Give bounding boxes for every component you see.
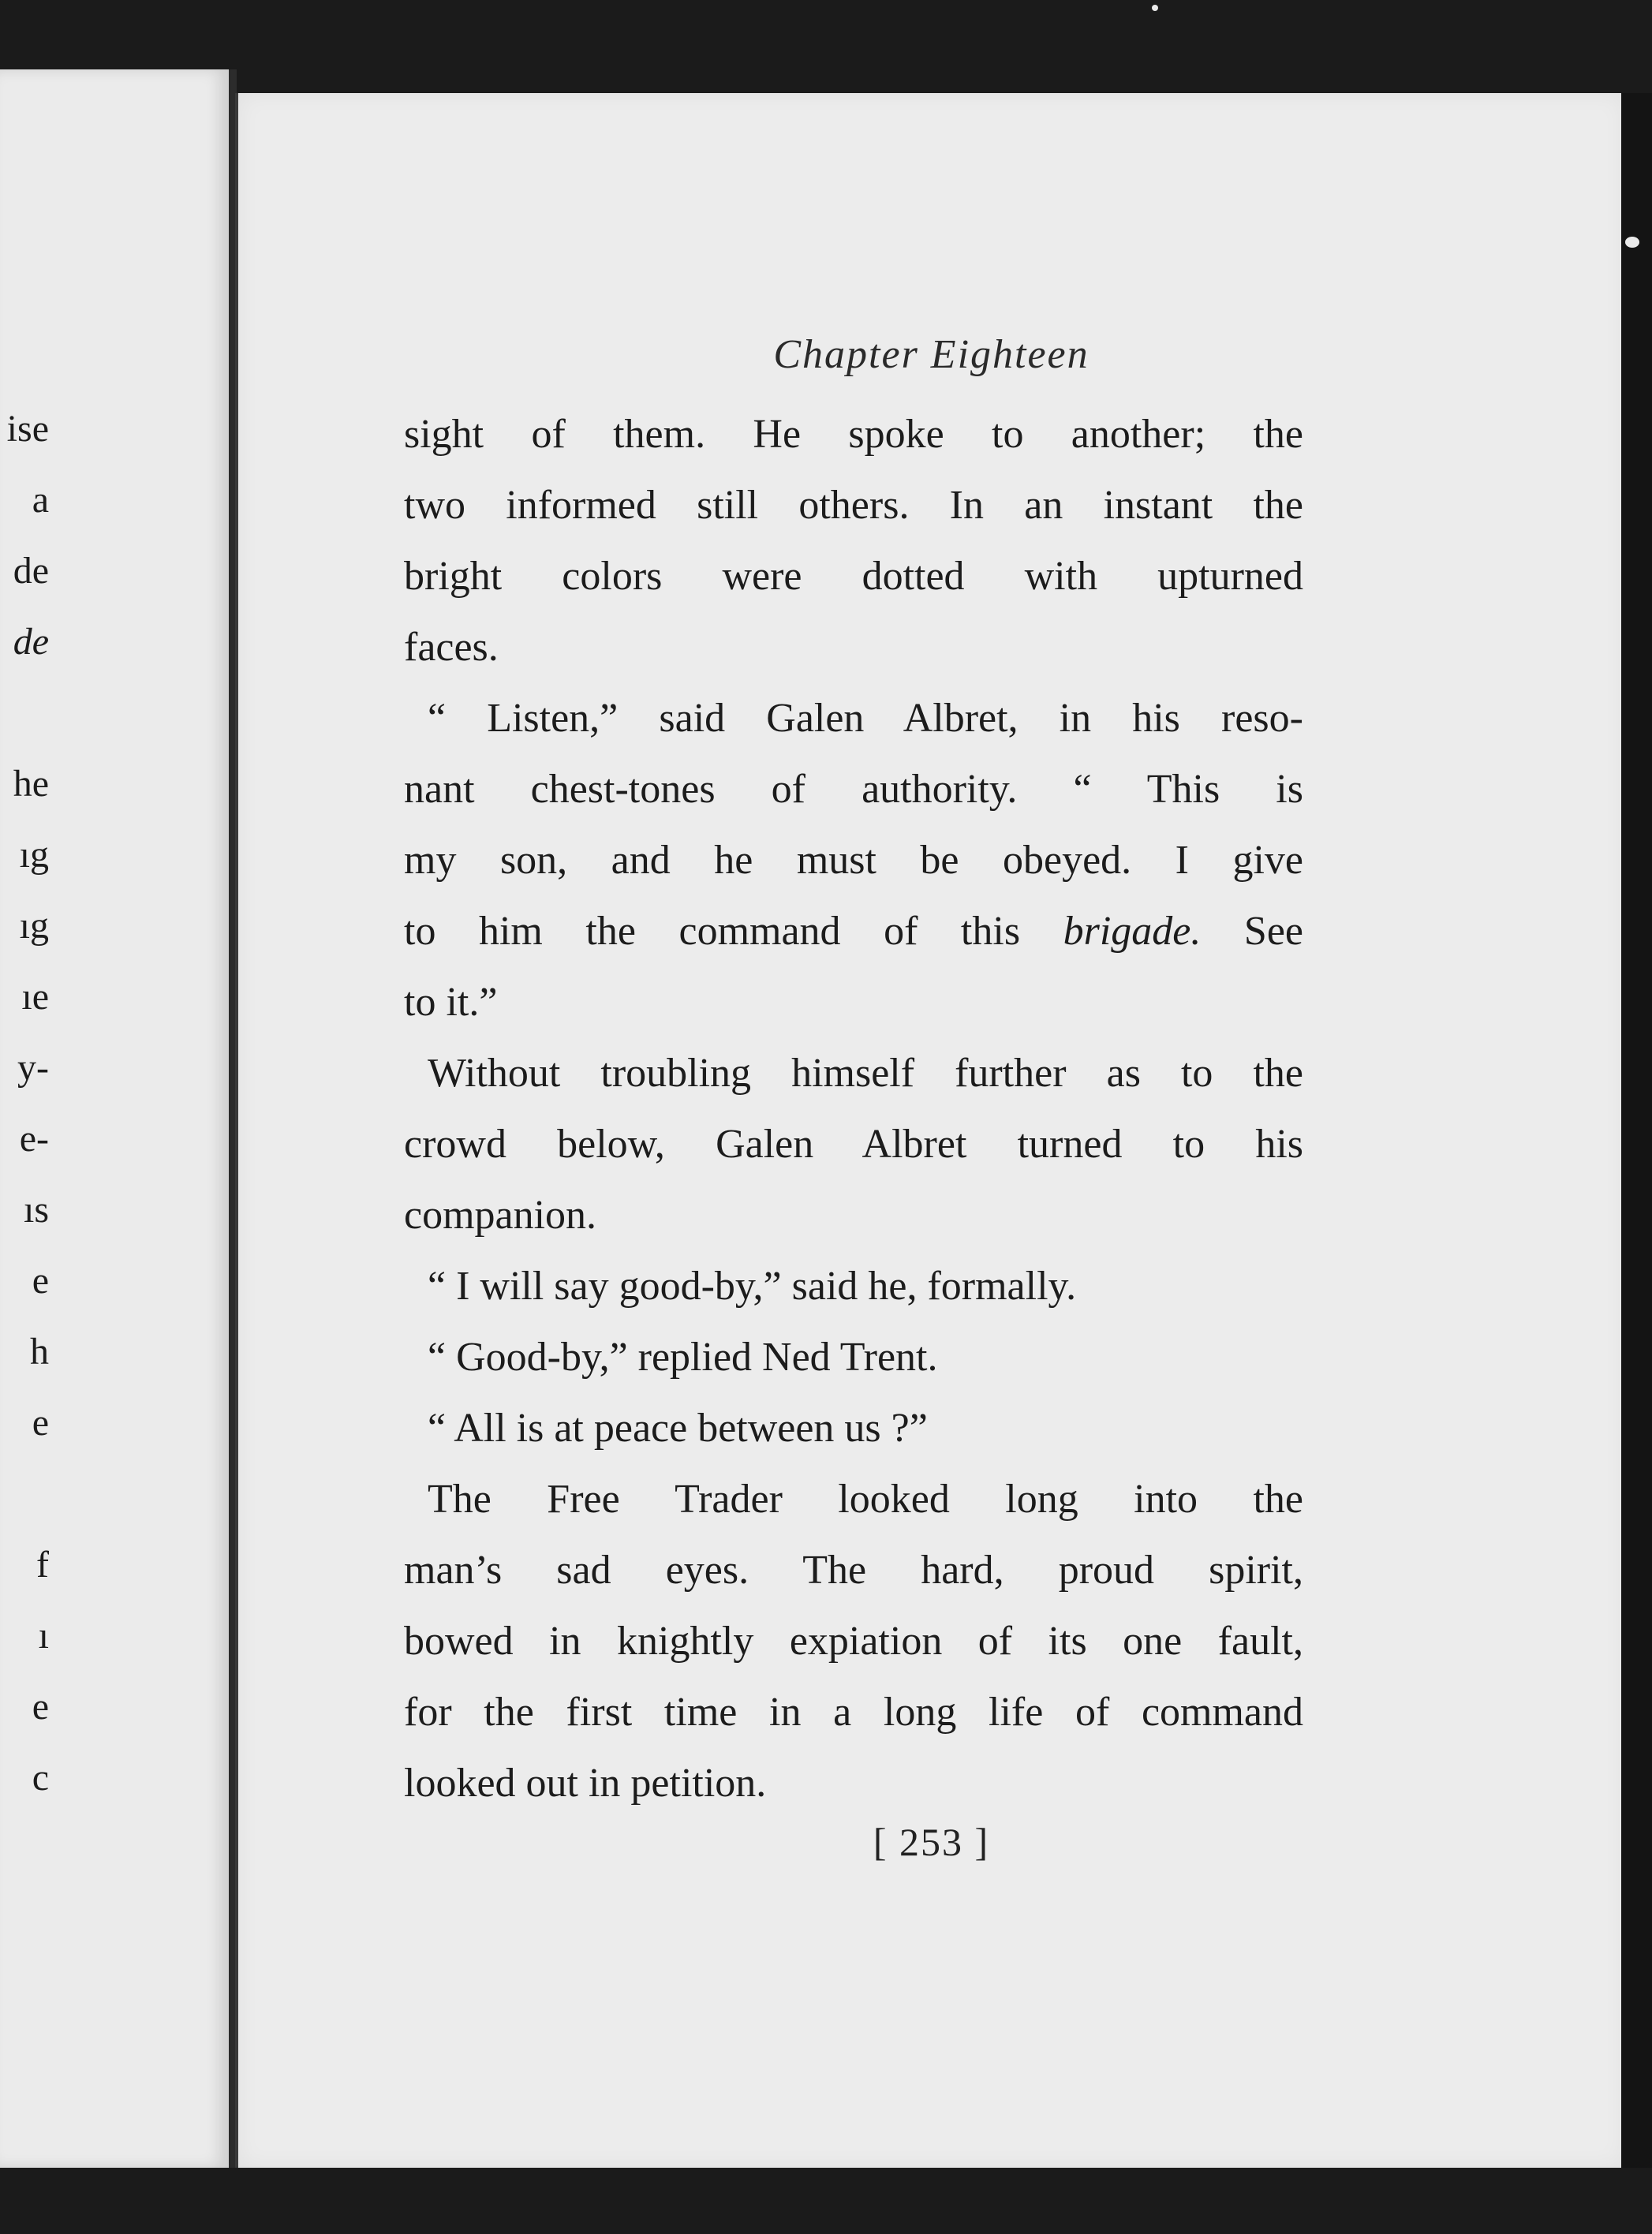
left-margin-fragment: de: [13, 621, 49, 663]
left-margin-fragment: e: [32, 1686, 49, 1728]
text-line: bowed in knightly expiation of its one fault,: [404, 1619, 1303, 1664]
text-line: to him the command of this brigade. See: [404, 909, 1303, 954]
text-line: looked out in petition.: [404, 1761, 767, 1806]
left-margin-fragment: ıg: [19, 905, 49, 947]
left-margin-fragment: he: [13, 763, 49, 805]
left-margin-fragment: de: [13, 550, 49, 592]
left-margin-fragment: ise: [6, 408, 49, 450]
body-text: [404, 399, 1303, 1819]
left-margin-fragment: f: [36, 1544, 49, 1586]
text-line: to it.”: [404, 980, 498, 1025]
left-margin-fragment: a: [32, 479, 49, 521]
scan-speck: [1152, 5, 1158, 11]
text-line: “ Listen,” said Galen Albret, in his reso-: [428, 696, 1303, 741]
left-margin-fragment: c: [32, 1757, 49, 1799]
right-page: [235, 93, 1624, 2168]
text-line: bright colors were dotted with upturned: [404, 554, 1303, 599]
italic-word: brigade.: [1063, 909, 1202, 954]
text-line: Without troubling himself further as to the: [428, 1051, 1303, 1096]
text-line: “ Good-by,” replied Ned Trent.: [428, 1335, 938, 1380]
left-margin-fragment: e-: [19, 1118, 49, 1160]
left-page-fragment: [0, 69, 231, 2168]
text-line: “ I will say good-by,” said he, formally.: [428, 1264, 1077, 1309]
left-margin-fragment: ıg: [19, 834, 49, 876]
text-line: sight of them. He spoke to another; the: [404, 412, 1303, 457]
running-head: Chapter Eighteen: [773, 332, 1089, 377]
scan-speck: [1625, 237, 1639, 248]
text-line: “ All is at peace between us ?”: [428, 1406, 928, 1451]
text-line: faces.: [404, 625, 499, 670]
left-margin-fragment: e: [32, 1402, 49, 1444]
text-line: crowd below, Galen Albret turned to his: [404, 1122, 1303, 1167]
left-margin-fragment: y-: [17, 1047, 49, 1089]
left-margin-fragment: ıe: [21, 976, 49, 1018]
text-line: my son, and he must be obeyed. I give: [404, 838, 1303, 883]
page-number: [ 253 ]: [873, 1820, 990, 1864]
text-line: nant chest-tones of authority. “ This is: [404, 767, 1303, 812]
scan-edge: [1621, 93, 1652, 2168]
left-margin-fragment: ı: [38, 1615, 49, 1657]
left-margin-fragment: ıs: [23, 1189, 49, 1231]
left-margin-fragment: h: [30, 1331, 49, 1373]
text-line: The Free Trader looked long into the: [428, 1477, 1303, 1522]
left-margin-fragment: e: [32, 1260, 49, 1302]
text-line: man’s sad eyes. The hard, proud spirit,: [404, 1548, 1303, 1593]
text-line: companion.: [404, 1193, 597, 1238]
text-line: for the first time in a long life of command: [404, 1690, 1303, 1735]
text-line: two informed still others. In an instant the: [404, 483, 1303, 528]
